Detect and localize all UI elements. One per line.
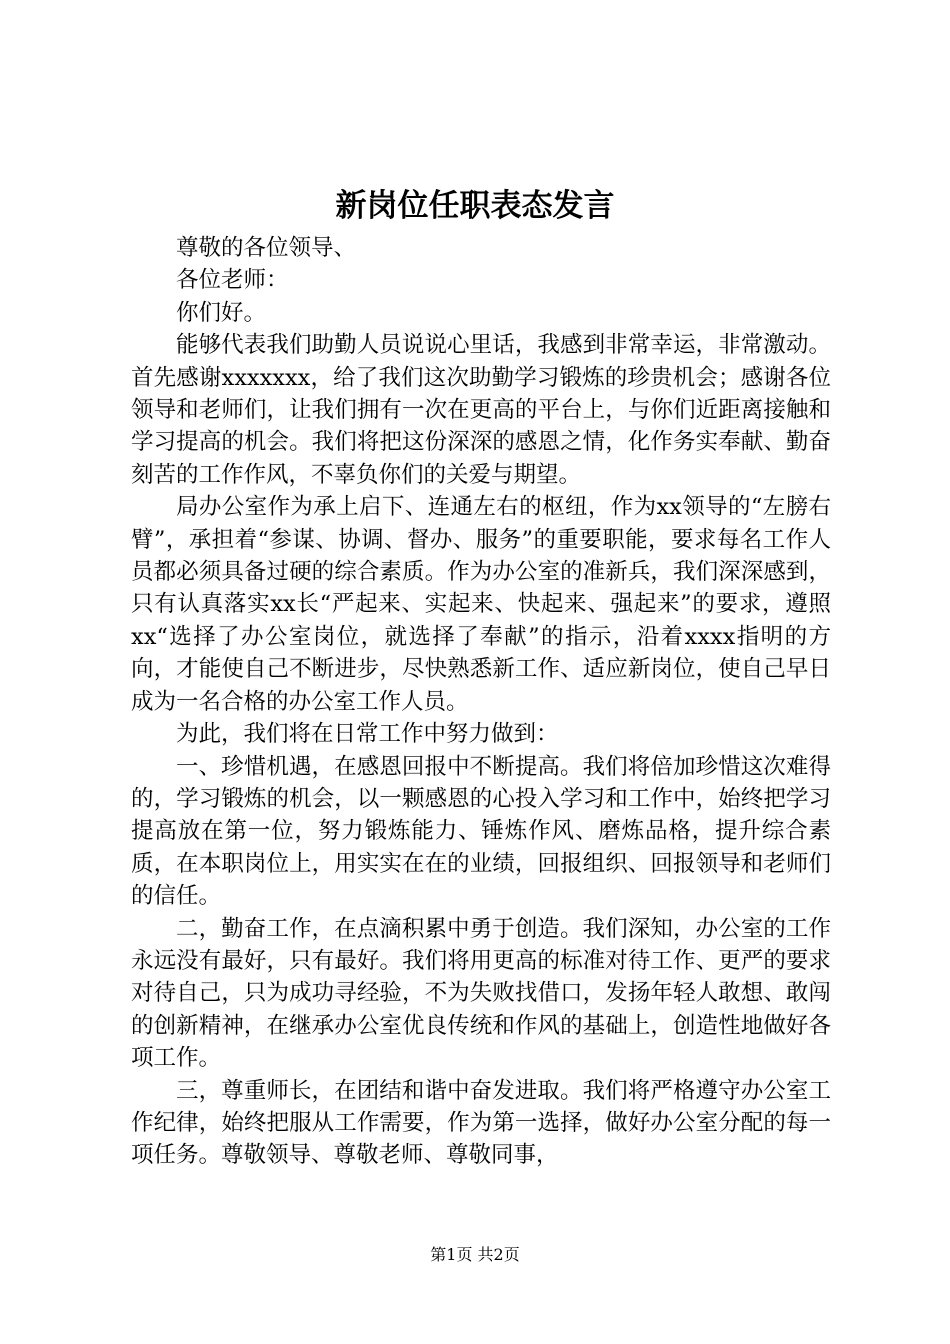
paragraph-point-3: 三，尊重师长，在团结和谐中奋发进取。我们将严格遵守办公室工作纪律，始终把服从工作需要，作为第一选择，做好办公室分配的每一项任务。尊敬领导、尊敬老师、尊敬同事， (131, 1077, 831, 1169)
paragraph-intro-points: 为此，我们将在日常工作中努力做到： (176, 721, 559, 748)
paragraph-point-1: 一、珍惜机遇，在感恩回报中不断提高。我们将倍加珍惜这次难得的，学习锻炼的机会，以一颗感恩的心投入学习和工作中，始终把学习提高放在第一位，努力锻炼能力、锤炼作风、磨炼品格，提升综合素质，在本职岗位上，用实实在在的业绩，回报组织、回报领导和老师们的信任。 (131, 753, 831, 910)
greeting-line: 你们好。 (176, 299, 267, 326)
salutation-line-1: 尊敬的各位领导、 (176, 235, 357, 261)
salutation-line-2: 各位老师： (176, 267, 289, 294)
paragraph-office-role: 局办公室作为承上启下、连通左右的枢纽，作为xx领导的“左膀右臂”，承担着“参谋、协调、督办、服务”的重要职能，要求每名工作人员都必须具备过硬的综合素质。作为办公室的准新兵，我们深深感到，只有认真落实xx长“严起来、实起来、快起来、强起来”的要求，遵照xx“选择了办公室岗位，就选择了奉献”的指示，沿着xxxx指明的方向，才能使自己不断进步，尽快熟悉新工作、适应新岗位，使自己早日成为一名合格的办公室工作人员。 (131, 494, 831, 715)
page-number-footer: 第1页 共2页 (430, 1245, 520, 1264)
document-body (131, 232, 831, 1172)
paragraph-point-2: 二，勤奋工作，在点滴积累中勇于创造。我们深知，办公室的工作永远没有最好，只有最好。我们将用更高的标准对待工作、更严的要求对待自己，只为成功寻经验，不为失败找借口，发扬年轻人敢想、敢闯的创新精神，在继承办公室优良传统和作风的基础上，创造性地做好各项工作。 (131, 915, 831, 1072)
paragraph-gratitude: 能够代表我们助勤人员说说心里话，我感到非常幸运，非常激动。首先感谢xxxxxxx，给了我们这次助勤学习锻炼的珍贵机会；感谢各位领导和老师们，让我们拥有一次在更高的平台上，与你们近距离接触和学习提高的机会。我们将把这份深深的感恩之情，化作务实奉献、勤奋刻苦的工作作风，不辜负你们的关爱与期望。 (131, 332, 831, 488)
document-title: 新岗位任职表态发言 (335, 188, 615, 224)
